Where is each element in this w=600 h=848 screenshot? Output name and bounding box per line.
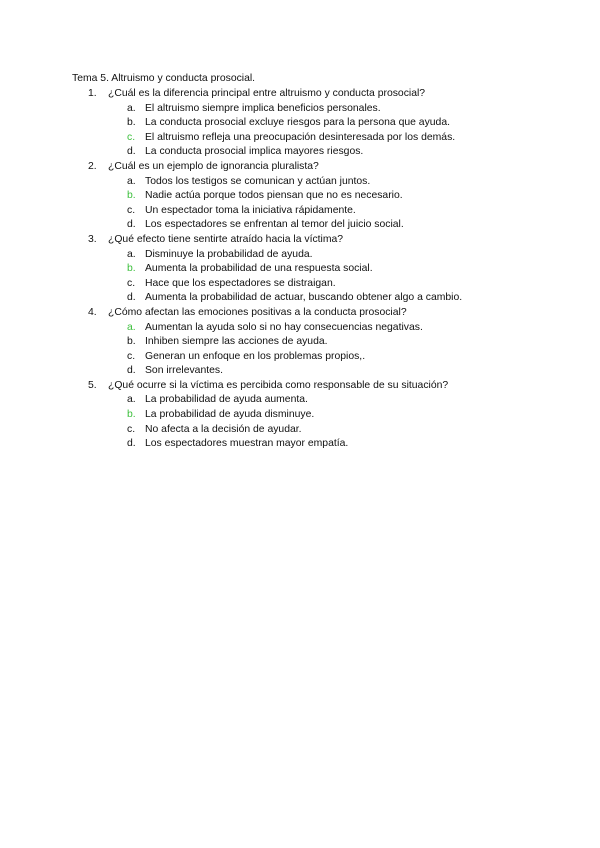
question-text: ¿Cuál es la diferencia principal entre altruismo y conducta prosocial? (108, 88, 426, 99)
option-text: Disminuye la probabilidad de ayuda. (145, 248, 313, 260)
option-letter: d. (127, 292, 136, 304)
question-number: 1. (88, 88, 97, 99)
answer-option (0, 423, 600, 438)
answer-option (0, 350, 600, 365)
option-letter-correct: b. (127, 409, 136, 421)
answer-option (0, 204, 600, 219)
option-text: El altruismo siempre implica beneficios personales. (145, 102, 381, 114)
option-text: Los espectadores se enfrentan al temor del juicio social. (145, 219, 404, 231)
question-line (0, 160, 600, 175)
option-text: Inhiben siempre las acciones de ayuda. (145, 336, 328, 348)
option-text: Aumenta la probabilidad de actuar, buscando obtener algo a cambio. (145, 292, 463, 304)
question-number: 2. (88, 160, 97, 172)
option-letter-correct: b. (127, 263, 136, 275)
option-text: La conducta prosocial implica mayores riesgos. (145, 146, 364, 158)
option-letter: b. (127, 336, 136, 348)
answer-option (0, 364, 600, 379)
option-letter: d. (127, 219, 136, 231)
option-letter: a. (127, 175, 136, 187)
answer-option (0, 408, 600, 423)
option-letter: d. (127, 365, 136, 377)
option-letter: a. (127, 248, 136, 260)
answer-option (0, 189, 600, 204)
option-text: La probabilidad de ayuda aumenta. (145, 394, 308, 406)
question-number: 4. (88, 306, 97, 318)
option-letter-correct: b. (127, 190, 136, 202)
question-3 (0, 233, 600, 306)
question-2 (0, 160, 600, 233)
option-text: Son irrelevantes. (145, 365, 223, 377)
question-text: ¿Cuál es un ejemplo de ignorancia pluralista? (108, 160, 319, 172)
option-letter: a. (127, 102, 136, 114)
answer-option (0, 335, 600, 350)
option-letter: c. (127, 350, 136, 362)
answer-option (0, 262, 600, 277)
option-text: La probabilidad de ayuda disminuye. (145, 409, 315, 421)
option-letter-correct: a. (127, 321, 136, 333)
document-title: Tema 5. Altruismo y conducta prosocial. (72, 73, 256, 84)
question-line (0, 87, 600, 102)
option-letter: c. (127, 204, 136, 216)
option-text: Aumenta la probabilidad de una respuesta social. (145, 263, 373, 275)
question-number: 5. (88, 379, 97, 391)
answer-option (0, 145, 600, 160)
answer-option (0, 102, 600, 117)
question-line (0, 233, 600, 248)
option-letter: b. (127, 117, 136, 129)
option-list (0, 248, 600, 306)
answer-option (0, 248, 600, 263)
question-text: ¿Qué ocurre si la víctima es percibida como responsable de su situación? (108, 379, 449, 391)
answer-option (0, 393, 600, 408)
question-line (0, 379, 600, 394)
question-5 (0, 379, 600, 452)
question-line (0, 306, 600, 321)
question-list (0, 87, 600, 452)
option-list (0, 393, 600, 451)
option-text: Un espectador toma la iniciativa rápidamente. (145, 204, 356, 216)
option-text: No afecta a la decisión de ayudar. (145, 423, 302, 435)
option-letter: c. (127, 423, 136, 435)
option-list (0, 321, 600, 379)
question-number: 3. (88, 233, 97, 245)
option-text: Hace que los espectadores se distraigan. (145, 277, 336, 289)
option-text: La conducta prosocial excluye riesgos para la persona que ayuda. (145, 117, 450, 129)
option-text: Aumentan la ayuda solo si no hay consecuencias negativas. (145, 321, 423, 333)
answer-option (0, 291, 600, 306)
answer-option (0, 277, 600, 292)
option-letter-correct: c. (127, 131, 136, 143)
question-4 (0, 306, 600, 379)
question-text: ¿Qué efecto tiene sentirte atraído hacia la víctima? (108, 233, 344, 245)
answer-option (0, 131, 600, 146)
option-text: El altruismo refleja una preocupación desinteresada por los demás. (145, 131, 456, 143)
answer-option (0, 175, 600, 190)
option-list (0, 175, 600, 233)
option-letter: a. (127, 394, 136, 406)
option-text: Nadie actúa porque todos piensan que no es necesario. (145, 190, 403, 202)
answer-option (0, 437, 600, 452)
answer-option (0, 321, 600, 336)
option-text: Todos los testigos se comunican y actúan juntos. (145, 175, 371, 187)
option-letter: d. (127, 146, 136, 158)
question-text: ¿Cómo afectan las emociones positivas a la conducta prosocial? (108, 306, 407, 318)
option-text: Generan un enfoque en los problemas propios,. (145, 350, 366, 362)
answer-option (0, 218, 600, 233)
option-letter: c. (127, 277, 136, 289)
option-letter: d. (127, 438, 136, 450)
option-list (0, 102, 600, 160)
answer-option (0, 116, 600, 131)
question-1 (0, 87, 600, 160)
option-text: Los espectadores muestran mayor empatía. (145, 438, 349, 450)
